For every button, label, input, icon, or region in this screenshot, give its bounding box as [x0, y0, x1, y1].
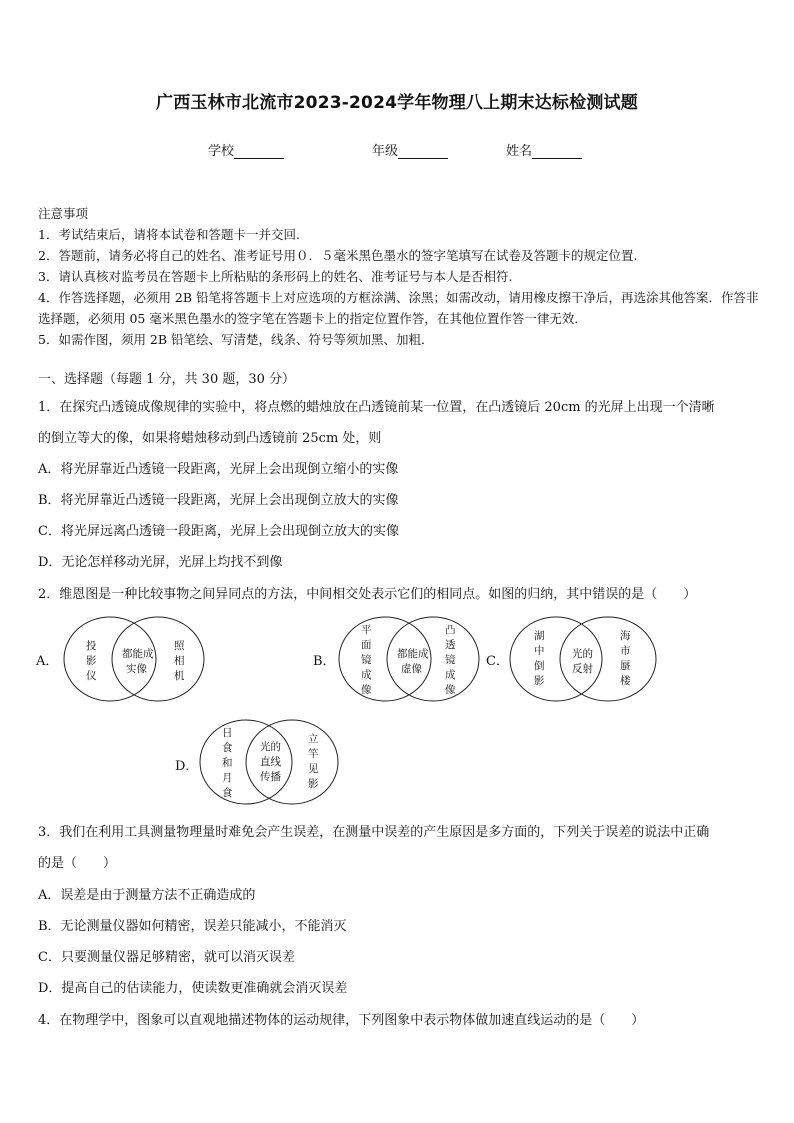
question-2-option-a-label[interactable]: A． [36, 654, 59, 669]
svg-text:机: 机 [174, 670, 185, 682]
svg-text:影: 影 [534, 675, 545, 687]
svg-text:像: 像 [361, 684, 372, 696]
svg-text:月: 月 [222, 772, 233, 784]
notice-item: 1．考试结束后，请将本试卷和答题卡一并交回. [38, 227, 300, 242]
venn-diagram-c[interactable] [506, 613, 660, 705]
question-3-option-c[interactable]: C．只要测量仪器足够精密，就可以消灭误差 [38, 950, 295, 965]
venn-c-middle-text: 光的 [572, 648, 593, 660]
svg-text:影: 影 [86, 655, 97, 667]
question-2-stem: 2．维恩图是一种比较事物之间异同点的方法，中间相交处表示它们的相同点。如图的归纳，其中错误的是（ ） [38, 587, 697, 602]
school-field[interactable] [208, 140, 284, 159]
svg-text:镜: 镜 [361, 654, 372, 666]
venn-a-middle-text: 都能成 [122, 648, 154, 660]
svg-text:中: 中 [534, 645, 545, 657]
grade-blank[interactable] [398, 144, 448, 159]
svg-text:直线: 直线 [260, 756, 281, 768]
question-3-stem-line1: 3．我们在利用工具测量物理量时难免会产生误差，在测量中误差的产生原因是多方面的，下列关于误差的说法中正确 [38, 825, 710, 840]
svg-text:竿: 竿 [308, 748, 319, 760]
school-label: 学校 [208, 144, 235, 159]
grade-label: 年级 [372, 144, 399, 159]
venn-d-right-text: 立 [308, 733, 319, 745]
page-title: 广西玉林市北流市2023-2024学年物理八上期末达标检测试题 [156, 93, 638, 113]
svg-text:镜: 镜 [445, 654, 456, 666]
svg-text:和: 和 [222, 757, 233, 769]
venn-b-left-text: 平 [361, 624, 372, 636]
svg-text:反射: 反射 [572, 663, 593, 675]
venn-d-left-text: 日 [222, 727, 233, 739]
venn-b-right-text: 凸 [445, 624, 456, 636]
question-1-option-b[interactable]: B．将光屏靠近凸透镜一段距离，光屏上会出现倒立放大的实像 [38, 493, 399, 508]
svg-text:蜃: 蜃 [620, 660, 631, 672]
question-2-option-b-label[interactable]: B． [313, 654, 336, 669]
svg-text:相: 相 [174, 655, 185, 667]
svg-text:面: 面 [361, 639, 372, 651]
venn-diagram-a[interactable] [60, 613, 210, 705]
svg-text:传播: 传播 [260, 771, 281, 783]
notice-block [38, 203, 760, 350]
question-2-option-d-label[interactable]: D． [175, 759, 199, 774]
question-1-option-c[interactable]: C．将光屏远离凸透镜一段距离，光屏上会出现倒立放大的实像 [38, 524, 399, 539]
svg-text:见: 见 [308, 763, 319, 775]
svg-text:食: 食 [222, 742, 233, 754]
svg-text:虚像: 虚像 [401, 663, 422, 675]
question-3-option-d[interactable]: D．提高自己的估读能力，使读数更准确就会消灭误差 [38, 981, 348, 996]
venn-d-middle-text: 光的 [260, 741, 281, 753]
svg-text:仪: 仪 [86, 670, 97, 682]
svg-text:食: 食 [222, 787, 233, 799]
question-1-stem-line2: 的倒立等大的像，如果将蜡烛移动到凸透镜前 25cm 处，则 [38, 431, 382, 446]
notice-item: 5．如需作图，须用 2B 铅笔绘、写清楚，线条、符号等须加黑、加粗． [38, 332, 434, 347]
notice-item: 3．请认真核对监考员在答题卡上所粘贴的条形码上的姓名、准考证号与本人是否相符. [38, 269, 513, 284]
venn-c-right-text: 海 [620, 630, 631, 642]
question-3-stem-line2: 的是（ ） [38, 856, 117, 871]
venn-b-middle-text: 都能成 [397, 648, 429, 660]
svg-text:实像: 实像 [126, 663, 147, 675]
venn-diagram-b[interactable] [335, 613, 485, 705]
question-1-option-d[interactable]: D．无论怎样移动光屏，光屏上均找不到像 [38, 555, 283, 570]
question-3-option-b[interactable]: B．无论测量仪器如何精密，误差只能减小，不能消灭 [38, 919, 347, 934]
venn-a-right-text: 照 [174, 640, 185, 652]
venn-diagram-d[interactable] [196, 716, 344, 808]
svg-text:倒: 倒 [534, 660, 545, 672]
notice-heading: 注意事项 [38, 206, 89, 221]
question-2-option-c-label[interactable]: C． [486, 654, 509, 669]
notice-item: 4．作答选择题，必须用 2B 铅笔将答题卡上对应选项的方框涂满、涂黑；如需改动，请用橡皮擦干净后，再选涂其他答案．作答非选择题，必须用 05 毫米黑色墨水的签字笔在答题卡上的指定位置作答，在其他位置作答一律无效． [38, 290, 759, 326]
question-4-stem: 4．在物理学中，图象可以直观地描述物体的运动规律，下列图象中表示物体做加速直线运动的是（ ） [38, 1013, 645, 1028]
school-blank[interactable] [234, 144, 284, 159]
venn-c-left-text: 湖 [534, 630, 545, 642]
grade-field[interactable] [372, 140, 448, 159]
svg-text:成: 成 [361, 669, 372, 681]
question-1-option-a[interactable]: A．将光屏靠近凸透镜一段距离，光屏上会出现倒立缩小的实像 [38, 462, 399, 477]
svg-text:透: 透 [445, 639, 456, 651]
venn-a-left-text: 投 [86, 640, 97, 652]
svg-text:市: 市 [620, 645, 631, 657]
notice-item: 2．答题前，请务必将自己的姓名、准考证号用０．５毫米黑色墨水的签字笔填写在试卷及答题卡的规定位置. [38, 248, 638, 263]
question-1-stem-line1: 1．在探究凸透镜成像规律的实验中，将点燃的蜡烛放在凸透镜前某一位置，在凸透镜后 20cm 的光屏上出现一个清晰 [38, 400, 715, 415]
name-field[interactable] [506, 140, 582, 159]
name-blank[interactable] [532, 144, 582, 159]
section-heading: 一、选择题（每题 1 分，共 30 题，30 分） [38, 372, 296, 387]
name-label: 姓名 [506, 144, 533, 159]
svg-text:影: 影 [308, 778, 319, 790]
student-info-row [0, 140, 794, 160]
svg-text:楼: 楼 [620, 675, 631, 687]
svg-text:成: 成 [445, 669, 456, 681]
svg-text:像: 像 [445, 684, 456, 696]
question-3-option-a[interactable]: A．误差是由于测量方法不正确造成的 [38, 888, 256, 903]
